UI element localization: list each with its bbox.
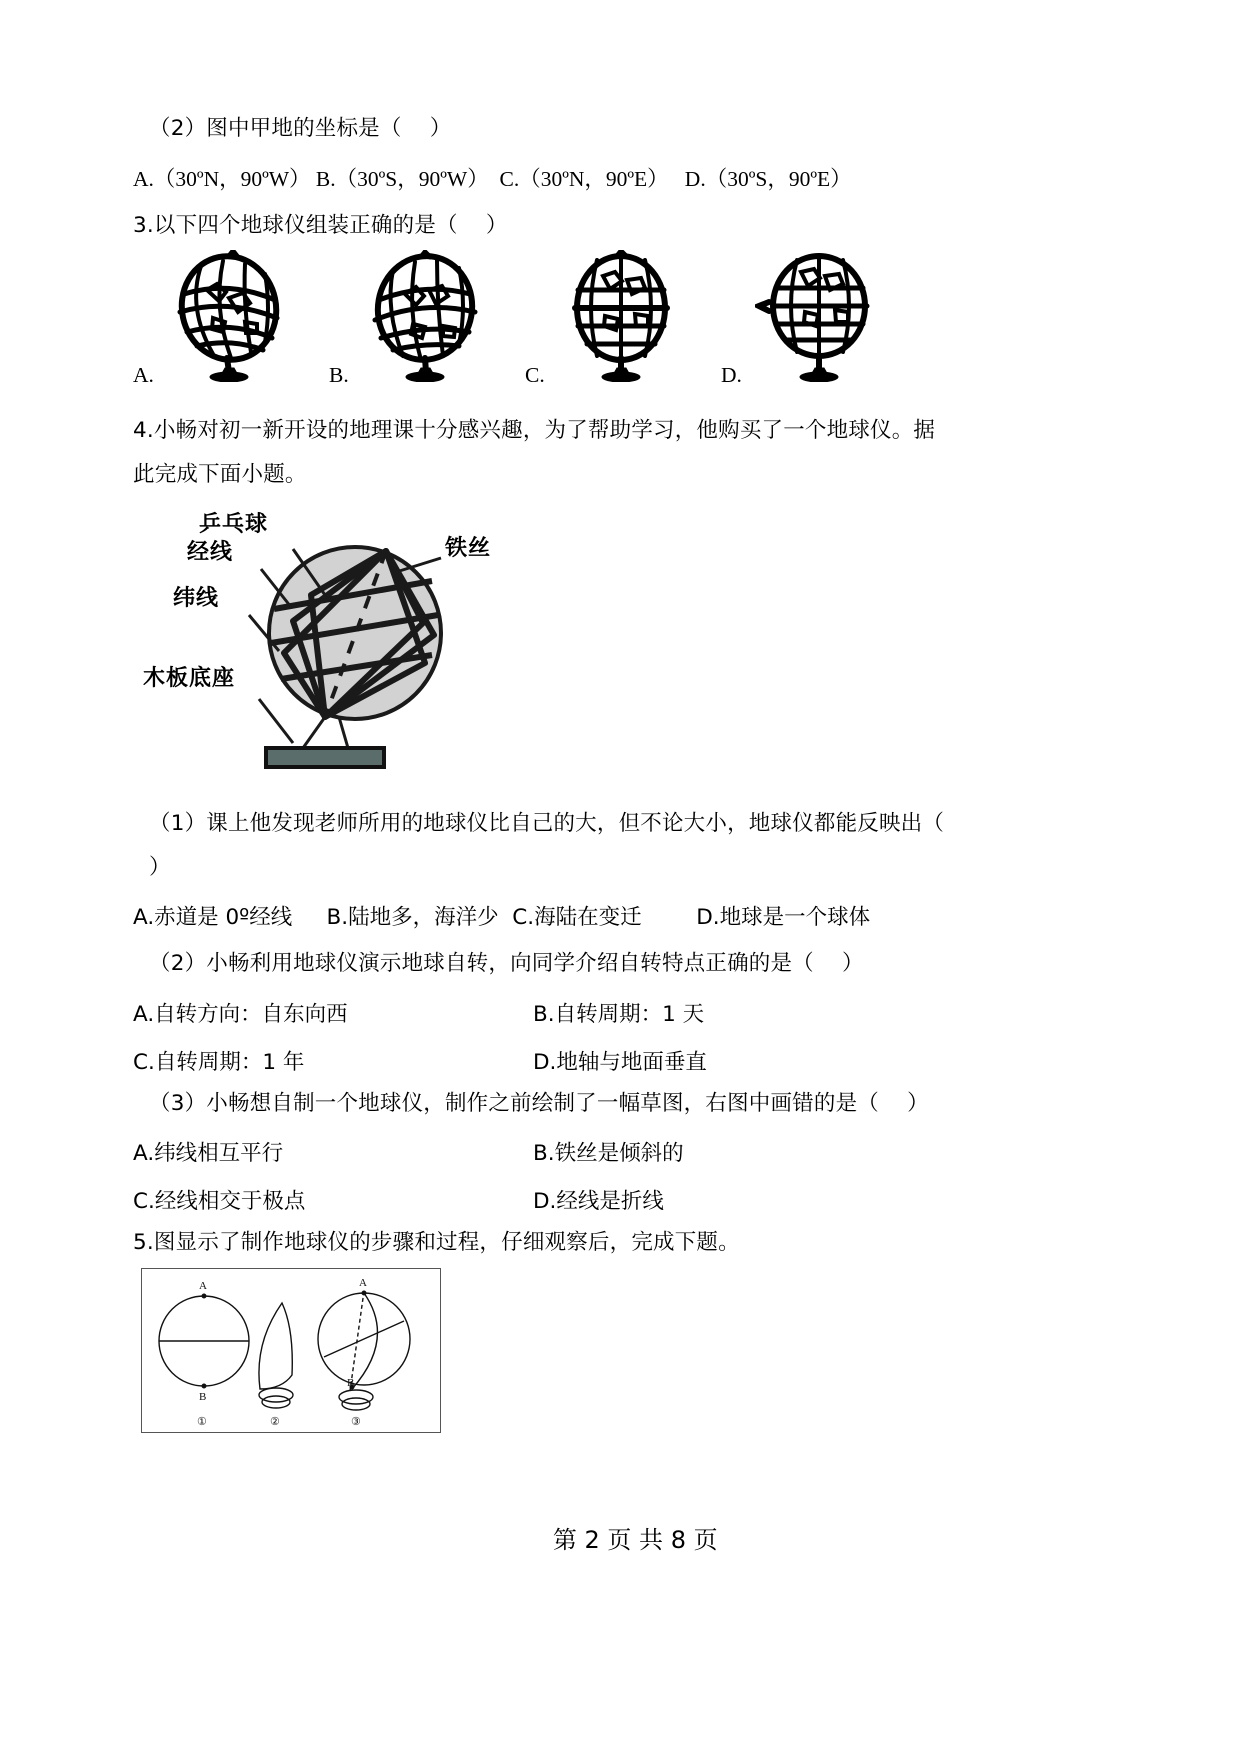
q4-sub1-stem-line2: ） bbox=[149, 854, 171, 880]
page-content bbox=[133, 118, 1108, 1433]
q5-step-3: ③ bbox=[351, 1415, 361, 1428]
question-q4-sub1 bbox=[133, 813, 1108, 931]
q4-sub3-option-b[interactable]: B.铁丝是倾斜的 bbox=[533, 1141, 684, 1166]
q3-option-d[interactable] bbox=[721, 250, 921, 390]
q3-option-b[interactable] bbox=[329, 250, 529, 390]
fig4-label-iron-wire: 铁丝 bbox=[445, 536, 492, 561]
q4-sub2-option-a[interactable]: A.自转方向：自东向西 bbox=[133, 1001, 348, 1027]
q4-sub3-option-d[interactable]: D.经线是折线 bbox=[533, 1189, 664, 1214]
q5-step-2: ② bbox=[270, 1415, 280, 1428]
page-footer-text: 第 2 页 共 8 页 bbox=[552, 1526, 718, 1554]
globe-sketch-b bbox=[363, 250, 493, 387]
question-q2-sub2 bbox=[133, 118, 1108, 193]
q3-option-figures bbox=[133, 250, 1108, 390]
question-q4-sub2 bbox=[133, 951, 1108, 1075]
q5-point-label-b-step3: B bbox=[347, 1376, 355, 1389]
q3-option-d-label: D. bbox=[721, 363, 742, 387]
q4-sub3-option-c[interactable]: C.经线相交于极点 bbox=[133, 1189, 306, 1214]
fig4-label-meridian: 经线 bbox=[187, 540, 234, 565]
q3-stem: 3.以下四个地球仪组装正确的是（ ） bbox=[133, 212, 508, 238]
question-q5 bbox=[133, 1232, 1108, 1433]
q2-sub2-stem: （2）图中甲地的坐标是（ ） bbox=[149, 116, 452, 141]
question-q3 bbox=[133, 212, 1108, 391]
question-q4 bbox=[133, 418, 1108, 1214]
fig4-label-wooden-base: 木板底座 bbox=[143, 666, 236, 691]
q5-point-label-a-step1: A bbox=[199, 1279, 207, 1292]
q2-sub2-options: A.（30ºN，90ºW） B.（30ºS，90ºW） C.（30ºN，90ºE） D.（30ºS，90ºE） bbox=[133, 166, 852, 191]
fig4-label-parallel: 纬线 bbox=[173, 586, 220, 611]
globe-sketch-d bbox=[755, 250, 885, 387]
globe-sketch-c bbox=[559, 250, 689, 387]
q5-point-label-a-step3: A bbox=[359, 1276, 367, 1289]
globe-sketch-a bbox=[167, 250, 297, 387]
q3-option-c[interactable] bbox=[525, 250, 725, 390]
q4-stem-line1: 4.小畅对初一新开设的地理课十分感兴趣，为了帮助学习，他购买了一个地球仪。据 bbox=[133, 418, 936, 443]
fig4-label-pingpong-ball: 乒乓球 bbox=[199, 512, 269, 537]
q4-sub3-stem: （3）小畅想自制一个地球仪，制作之前绘制了一幅草图，右图中画错的是（ ） bbox=[149, 1090, 929, 1116]
q4-sub1-options: A.赤道是 0º经线 B.陆地多，海洋少 C.海陆在变迁 D.地球是一个球体 bbox=[133, 905, 871, 930]
q4-figure-handmade-globe bbox=[143, 503, 563, 773]
q3-option-b-label: B. bbox=[329, 363, 349, 387]
q3-option-a-label: A. bbox=[133, 363, 154, 387]
q4-sub2-option-c[interactable]: C.自转周期：1 年 bbox=[133, 1049, 305, 1075]
q4-stem-line2: 此完成下面小题。 bbox=[133, 461, 307, 487]
question-q4-sub3 bbox=[133, 1090, 1108, 1214]
q4-sub1-stem-line1: （1）课上他发现老师所用的地球仪比自己的大，但不论大小，地球仪都能反映出（ bbox=[149, 811, 945, 836]
q4-sub2-option-b[interactable]: B.自转周期：1 天 bbox=[533, 1001, 705, 1027]
q5-point-label-b-step1: B bbox=[199, 1390, 207, 1403]
q5-stem: 5.图显示了制作地球仪的步骤和过程，仔细观察后，完成下题。 bbox=[133, 1230, 740, 1255]
q3-option-c-label: C. bbox=[525, 363, 545, 387]
q5-step-1: ① bbox=[197, 1415, 207, 1428]
q4-sub3-option-a[interactable]: A.纬线相互平行 bbox=[133, 1141, 284, 1166]
q4-sub2-stem: （2）小畅利用地球仪演示地球自转，向同学介绍自转特点正确的是（ ） bbox=[149, 951, 864, 976]
q4-sub2-option-d[interactable]: D.地轴与地面垂直 bbox=[533, 1049, 707, 1075]
q3-option-a[interactable] bbox=[133, 250, 333, 390]
page-footer bbox=[0, 1492, 1240, 1583]
q5-figure-globe-steps bbox=[141, 1268, 441, 1433]
